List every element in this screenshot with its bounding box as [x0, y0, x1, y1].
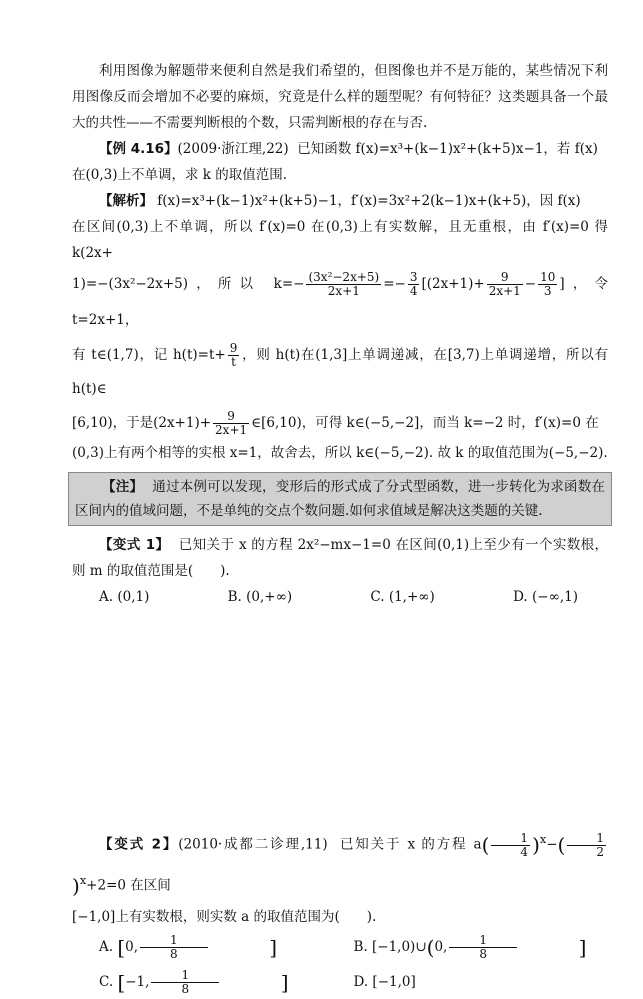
paren: (	[427, 936, 435, 960]
note-tag: 【注】	[102, 479, 143, 495]
fraction	[491, 832, 530, 859]
denominator: 4	[408, 285, 420, 298]
numerator: 1	[567, 832, 606, 846]
option-b-text: 0,	[434, 939, 447, 955]
solution-text: 1)=−(3x²−2x+5)，所以 k=−	[72, 276, 304, 292]
variant-2-source: (2010·成都二诊理,11)	[178, 837, 327, 853]
variant-2-options-row-1	[72, 930, 608, 965]
option-c-text: −1,	[125, 974, 149, 990]
solution-text: ，则 h(t)在(1,3]上单调递减，在[3,7)上单调递增，所以有 h(t)∈	[72, 347, 608, 397]
option-a-text: 0,	[125, 939, 138, 955]
variant-2-question-line-2: [−1,0]上有实数根，则实数 a 的取值范围为( ).	[72, 904, 608, 930]
solution-tag: 【解析】	[99, 193, 153, 209]
fraction	[213, 410, 249, 437]
numerator: 1	[491, 832, 530, 846]
option-c[interactable]: C. (1,+∞)	[370, 584, 434, 610]
numerator: 9	[213, 410, 249, 424]
fraction	[567, 832, 606, 859]
paren: )	[532, 833, 540, 857]
denominator: 2x+1	[306, 285, 381, 298]
page	[72, 58, 608, 999]
numerator: 3	[408, 271, 420, 285]
solution-text: =−	[383, 276, 406, 292]
option-d[interactable]: D. [−1,0]	[354, 965, 609, 999]
denominator: 8	[449, 948, 517, 961]
variant-2-options-row-2	[72, 965, 608, 999]
paren: (	[482, 833, 490, 857]
numerator: 1	[140, 934, 208, 948]
intro-paragraph: 利用图像为解题带来便利自然是我们希望的，但图像也并不是万能的，某些情况下利用图像反而会增加不必要的麻烦，究竟是什么样的题型呢？有何特征？这类题具备一个最大的共性——不需要判断根的个数，只需判断根的存在与否.	[72, 58, 608, 136]
variant-2-tag: 【变式 2】	[99, 837, 178, 853]
blank-space	[72, 610, 608, 822]
paren: ]	[579, 936, 587, 960]
numerator: 9	[228, 342, 240, 356]
variant-1-question	[72, 532, 608, 584]
solution-text: 有 t∈(1,7)，记 h(t)=t+	[72, 347, 226, 363]
denominator: 2	[567, 846, 606, 859]
denominator: 8	[151, 983, 219, 996]
solution-line-3	[72, 266, 608, 338]
option-c-text: C.	[99, 974, 117, 990]
example-source: (2009·浙江理,22)	[178, 141, 289, 157]
paren: )	[72, 874, 80, 898]
numerator: 1	[449, 934, 517, 948]
fraction	[306, 271, 381, 298]
fraction	[408, 271, 420, 298]
numerator: 1	[151, 969, 219, 983]
example-line-2: 在(0,3)上不单调，求 k 的取值范围.	[72, 162, 608, 188]
numerator: (3x²−2x+5)	[306, 271, 381, 285]
denominator: 2x+1	[487, 285, 523, 298]
fraction	[151, 969, 278, 996]
numerator: 9	[487, 271, 523, 285]
example-tag: 【例 4.16】	[99, 141, 178, 157]
fraction	[228, 342, 240, 369]
option-b[interactable]	[354, 930, 609, 965]
variant-2-text: 已知关于 x 的方程 a	[340, 837, 482, 853]
option-a-text: A.	[99, 939, 117, 955]
option-b[interactable]: B. (0,+∞)	[228, 584, 292, 610]
solution-text: [6,10)，于是(2x+1)+	[72, 415, 211, 431]
denominator: t	[228, 356, 240, 369]
solution-text: f(x)=x³+(k−1)x²+(k+5)−1，f′(x)=3x²+2(k−1)x+(k+5)，因 f(x)	[157, 193, 580, 209]
paren: ]	[269, 936, 277, 960]
numerator: 10	[538, 271, 557, 285]
solution-line-1	[72, 188, 608, 214]
variant-2-text: +2=0 在区间	[86, 878, 171, 894]
note-text-line	[75, 475, 605, 523]
solution-line-5	[72, 406, 608, 440]
option-b-text: B. [−1,0)∪	[354, 939, 427, 955]
solution-text: [(2x+1)+	[421, 276, 484, 292]
variant-1-tag: 【变式 1】	[99, 537, 169, 553]
exponent: x	[80, 874, 86, 887]
fraction	[487, 271, 523, 298]
paren: (	[558, 833, 566, 857]
denominator: 8	[140, 948, 208, 961]
fraction	[140, 934, 267, 961]
variant-2-text: −	[546, 837, 557, 853]
variant-2-question	[72, 822, 608, 904]
solution-text: ∈[6,10)，可得 k∈(−5,−2]，而当 k=−2 时，f′(x)=0 在	[251, 415, 599, 431]
solution-text: −	[525, 276, 536, 292]
example-text-a: 已知函数 f(x)=x³+(k−1)x²+(k+5)x−1，若 f(x)	[297, 141, 598, 157]
solution-text: ]，令 t=2x+1，	[72, 276, 608, 328]
paren: [	[117, 936, 125, 960]
exponent: x	[540, 833, 546, 846]
fraction	[449, 934, 576, 961]
option-a[interactable]	[99, 930, 354, 965]
denominator: 3	[538, 285, 557, 298]
variant-1-options	[72, 584, 608, 610]
option-a[interactable]: A. (0,1)	[99, 584, 149, 610]
solution-line-2: 在区间(0,3)上不单调，所以 f′(x)=0 在(0,3)上有实数解，且无重根，由 f′(x)=0 得 k(2x+	[72, 214, 608, 266]
solution-line-6: (0,3)上有两个相等的实根 x=1，故舍去，所以 k∈(−5,−2). 故 k 的取值范围为(−5,−2).	[72, 440, 608, 466]
note-box	[68, 472, 612, 526]
option-c[interactable]	[99, 965, 354, 999]
denominator: 2x+1	[213, 424, 249, 437]
solution-line-4	[72, 338, 608, 406]
paren: [	[117, 970, 125, 994]
paren: ]	[281, 970, 289, 994]
note-text: 通过本例可以发现，变形后的形式成了分式型函数，进一步转化为求函数在区间内的值域问题，不是单纯的交点个数问题.如何求值域是解决这类题的关键.	[75, 479, 605, 519]
example-line-1	[72, 136, 608, 162]
fraction	[538, 271, 557, 298]
variant-1-text: 已知关于 x 的方程 2x²−mx−1=0 在区间(0,1)上至少有一个实数根，则 m 的取值范围是( ).	[72, 537, 608, 579]
denominator: 4	[491, 846, 530, 859]
option-d[interactable]: D. (−∞,1)	[513, 584, 578, 610]
